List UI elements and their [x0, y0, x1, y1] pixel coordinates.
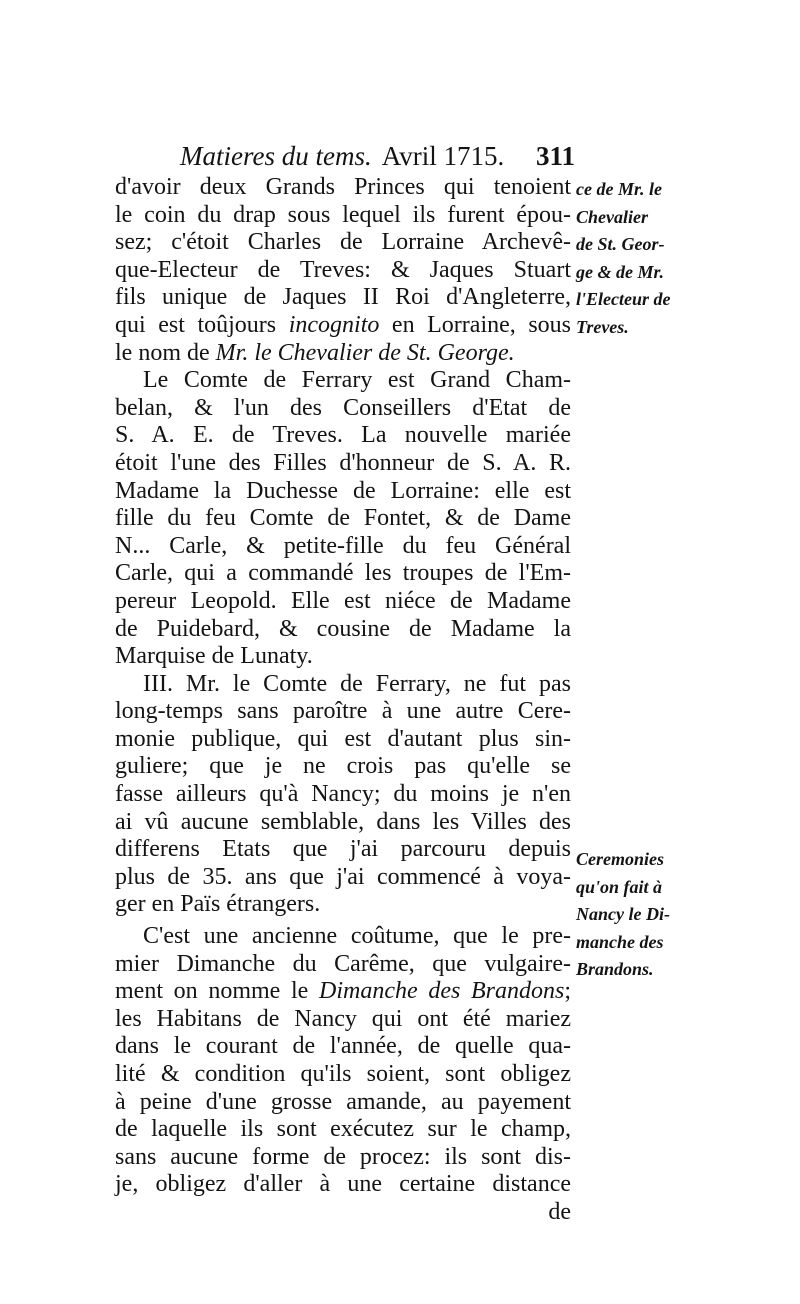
- margin-note-line: Ceremonies: [576, 849, 664, 869]
- text-run: les Habitans de Nancy qui ont été mariez: [115, 1005, 571, 1032]
- text-line: [115, 1033, 571, 1061]
- text-run: étoit l'une des Filles d'honneur de S. A. R.: [115, 449, 571, 476]
- text-line: [115, 450, 571, 478]
- text-line: [115, 978, 571, 1006]
- text-line: [115, 1006, 571, 1034]
- text-run: mier Dimanche du Carême, que vulgaire-: [115, 950, 571, 977]
- italic-text: Dimanche des Brandons: [319, 978, 565, 1005]
- margin-note-line: ce de Mr. le: [576, 179, 662, 199]
- text-run: Madame la Duchesse de Lorraine: elle est: [115, 477, 571, 504]
- text-line: [115, 753, 571, 781]
- text-run: le nom de: [115, 339, 216, 366]
- text-run: sans aucune forme de procez: ils sont dis-: [115, 1143, 571, 1170]
- text-line: [115, 1061, 571, 1089]
- text-run: le coin du drap sous lequel ils furent épou-: [115, 201, 571, 228]
- text-run: de: [548, 1198, 571, 1225]
- text-run: en Lorraine, sous: [379, 311, 572, 338]
- text-run: que-Electeur de Treves: & Jaques Stuart: [115, 256, 571, 283]
- text-run: ment on nomme le: [115, 978, 320, 1005]
- running-title: Matieres du tems.: [180, 141, 372, 171]
- text-run: plus de 35. ans que j'ai commencé à voya-: [115, 863, 571, 890]
- text-run: III. Mr. le Comte de Ferrary, ne fut pas: [143, 670, 571, 697]
- margin-note-ceremonies: [576, 846, 716, 984]
- text-run: de Puidebard, & cousine de Madame la: [115, 615, 571, 642]
- text-run: fasse ailleurs qu'à Nancy; du moins je n'en: [115, 781, 571, 808]
- text-run: long-temps sans paroître à une autre Cere-: [115, 698, 571, 725]
- text-run: lité & condition qu'ils soient, sont obligez: [115, 1061, 571, 1087]
- text-line: [115, 616, 571, 644]
- page-number: 311: [535, 141, 575, 171]
- margin-note-line: Treves.: [576, 316, 629, 337]
- text-run: Marquise de Lunaty.: [115, 643, 313, 670]
- text-run: guliere; que je ne crois pas qu'elle se: [115, 753, 571, 780]
- text-line: [115, 257, 571, 285]
- text-line: [115, 891, 571, 919]
- text-line: [115, 698, 571, 726]
- text-line: [115, 1171, 571, 1199]
- text-run: à peine d'une grosse amande, au payement: [115, 1088, 571, 1115]
- text-line: [115, 533, 571, 561]
- text-run: N... Carle, & petite-fille du feu Général: [115, 532, 571, 559]
- text-run: ai vû aucune semblable, dans les Villes des: [115, 808, 571, 835]
- margin-note-line: Brandons.: [576, 959, 654, 980]
- text-run: Carle, qui a commandé les troupes de l'Em-: [115, 560, 571, 587]
- margin-note-line: de St. Geor-: [576, 234, 665, 255]
- main-text-column: [115, 174, 571, 1227]
- margin-note-line: Chevalier: [576, 206, 648, 227]
- italic-text: incognito: [288, 311, 380, 338]
- margin-note-line: ge & de Mr.: [576, 261, 664, 282]
- margin-note-line: l'Electeur de: [576, 289, 671, 310]
- text-run: monie publique, qui est d'autant plus sin-: [115, 725, 571, 752]
- text-run: S. A. E. de Treves. La nouvelle mariée: [115, 422, 571, 449]
- text-line: [115, 588, 571, 616]
- text-run: d'avoir deux Grands Princes qui tenoient: [115, 174, 571, 200]
- text-run: C'est une ancienne coûtume, que le pre-: [143, 923, 571, 950]
- margin-note-line: qu'on fait à: [576, 876, 663, 897]
- text-line: [115, 174, 571, 202]
- text-line: [115, 836, 571, 864]
- text-line: [115, 367, 571, 395]
- text-line: [115, 671, 571, 699]
- text-line: [115, 923, 571, 951]
- text-run: sez; c'étoit Charles de Lorraine Archevê-: [115, 229, 571, 256]
- text-line: [115, 1089, 571, 1117]
- text-line: [115, 422, 571, 450]
- text-line: [115, 505, 571, 533]
- text-line: [115, 340, 571, 368]
- text-line: [115, 312, 571, 340]
- text-run: dans le courant de l'année, de quelle qua-: [115, 1033, 571, 1060]
- text-line: [115, 560, 571, 588]
- text-run: qui est toûjours: [115, 311, 289, 338]
- text-line: [115, 478, 571, 506]
- text-line: [115, 1116, 571, 1144]
- text-run: belan, & l'un des Conseillers d'Etat de: [115, 394, 571, 421]
- text-line: [115, 229, 571, 257]
- text-run: fille du feu Comte de Fontet, & de Dame: [115, 505, 571, 532]
- text-line: [115, 284, 571, 312]
- header-date: Avril 1715.: [381, 141, 505, 171]
- text-run: ger en Païs étrangers.: [115, 891, 321, 918]
- text-line: [115, 781, 571, 809]
- text-line: [115, 1199, 571, 1227]
- text-line: [115, 643, 571, 671]
- text-run: je, obligez d'aller à une certaine distance: [115, 1171, 571, 1198]
- running-header: [180, 138, 575, 174]
- text-line: [115, 864, 571, 892]
- text-run: de laquelle ils sont exécutez sur le champ,: [115, 1116, 571, 1143]
- text-line: [115, 1144, 571, 1172]
- text-line: [115, 395, 571, 423]
- text-run: fils unique de Jaques II Roi d'Angleterre,: [115, 284, 571, 311]
- text-run: pereur Leopold. Elle est niéce de Madame: [115, 587, 571, 614]
- italic-text: Mr. le Chevalier de St. George.: [215, 339, 515, 366]
- text-run: Le Comte de Ferrary est Grand Cham-: [143, 367, 571, 394]
- margin-note-line: Nancy le Di-: [576, 904, 670, 925]
- text-run: differens Etats que j'ai parcouru depuis: [115, 836, 571, 863]
- margin-note-ferrary: [576, 176, 716, 342]
- text-line: [115, 951, 571, 979]
- text-line: [115, 809, 571, 837]
- text-line: [115, 726, 571, 754]
- text-run: ;: [564, 978, 572, 1005]
- text-line: [115, 202, 571, 230]
- margin-note-line: manche des: [576, 931, 664, 952]
